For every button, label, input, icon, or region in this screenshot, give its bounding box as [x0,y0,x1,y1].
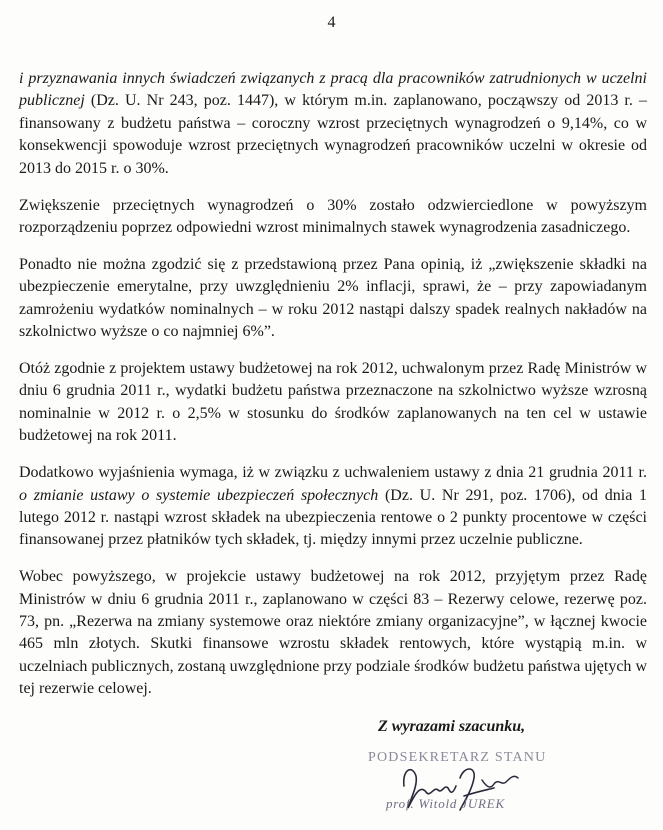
paragraph-2: Zwiększenie przeciętnych wynagrodzeń o 30% zostało odzwierciedlone w powyższym rozporządzeniu poprzez odpowiedni wzrost minimalnych stawek wynagrodzenia zasadniczego. [19,196,647,236]
paragraph-5-text-a: Dodatkowo wyjaśnienia wymaga, iż w związku z uchwaleniem ustawy z dnia 21 grudnia 2011 r. [19,464,647,482]
paragraph-5 [19,462,647,552]
regulation-title: i przyznawania innych świadczeń związanych z pracą dla pracowników zatrudnionych w uczelni publicznej [19,70,647,110]
paragraph-5-text-c: (Dz. U. Nr 291, poz. 1706), od dnia 1 lutego 2012 r. nastąpi wzrost składek na ubezpieczenia rentowe o 2 punkty procentowe w części finansowanej przez płatników tych składek, tj. między innymi przez uczelnie publiczne. [19,486,648,549]
paragraph-1-text: (Dz. U. Nr 243, poz. 1447), w którym m.in. zaplanowano, począwszy od 2013 r. – finansowany z budżetu państwa – coroczny wzrost przeciętnych wynagrodzeń o 9,14%, co w konsekwencji spowoduje wzrost przeciętnych wynagrodzeń pracowników uczelni w okresie od 2013 do 2015 r. o 30%. [19,92,647,177]
act-title: o zmianie ustawy o systemie ubezpieczeń społecznych [19,486,379,504]
letter-body [19,68,647,713]
closing-salutation: Z wyrazami szacunku, [378,718,526,735]
paragraph-1 [19,68,647,180]
paragraph-4: Otóż zgodnie z projektem ustawy budżetowej na rok 2012, uchwalonym przez Radę Ministrów w dniu 6 grudnia 2011 r., wydatki budżetu państwa przeznaczone na szkolnictwo wyższe wzrosną nominalnie w 2012 r. o 2,5% w stosunku do środków zaplanowanych na ten cel w ustawie budżetowej na rok 2011. [19,359,647,445]
paragraph-6: Wobec powyższego, w projekcie ustawy budżetowej na rok 2012, przyjętym przez Radę Ministrów w dniu 6 grudnia 2011 r., zaplanowano w części 83 – Rezerwy celowe, rezerwę poz. 73, pn. „Rezerwa na zmiany systemowe oraz niektóre zmiany organizacyjne”, w łącznej kwocie 465 mln złotych. Skutki finansowe wzrostu składek rentowych, które wystąpią m.in. w uczelniach publicznych, zostaną uwzględnione przy podziale środków budżetu państwa ujętych w tej rezerwie celowej. [19,568,647,698]
page-number: 4 [327,14,336,31]
stamp-name: prof. Witold JUREK [386,796,505,811]
paragraph-3: Ponadto nie można zgodzić się z przedstawioną przez Pana opinią, iż „zwiększenie składki na ubezpieczenie emerytalne, przy uwzględnieniu 2% inflacji, sprawi, że – przy zapowiadanym zamrożeniu wydatków nominalnych – w roku 2012 nastąpi dalszy spadek realnych nakładów na szkolnictwo wyższe o co najmniej 6%”. [19,255,647,341]
stamp-office-title: PODSEKRETARZ STANU [368,750,547,765]
